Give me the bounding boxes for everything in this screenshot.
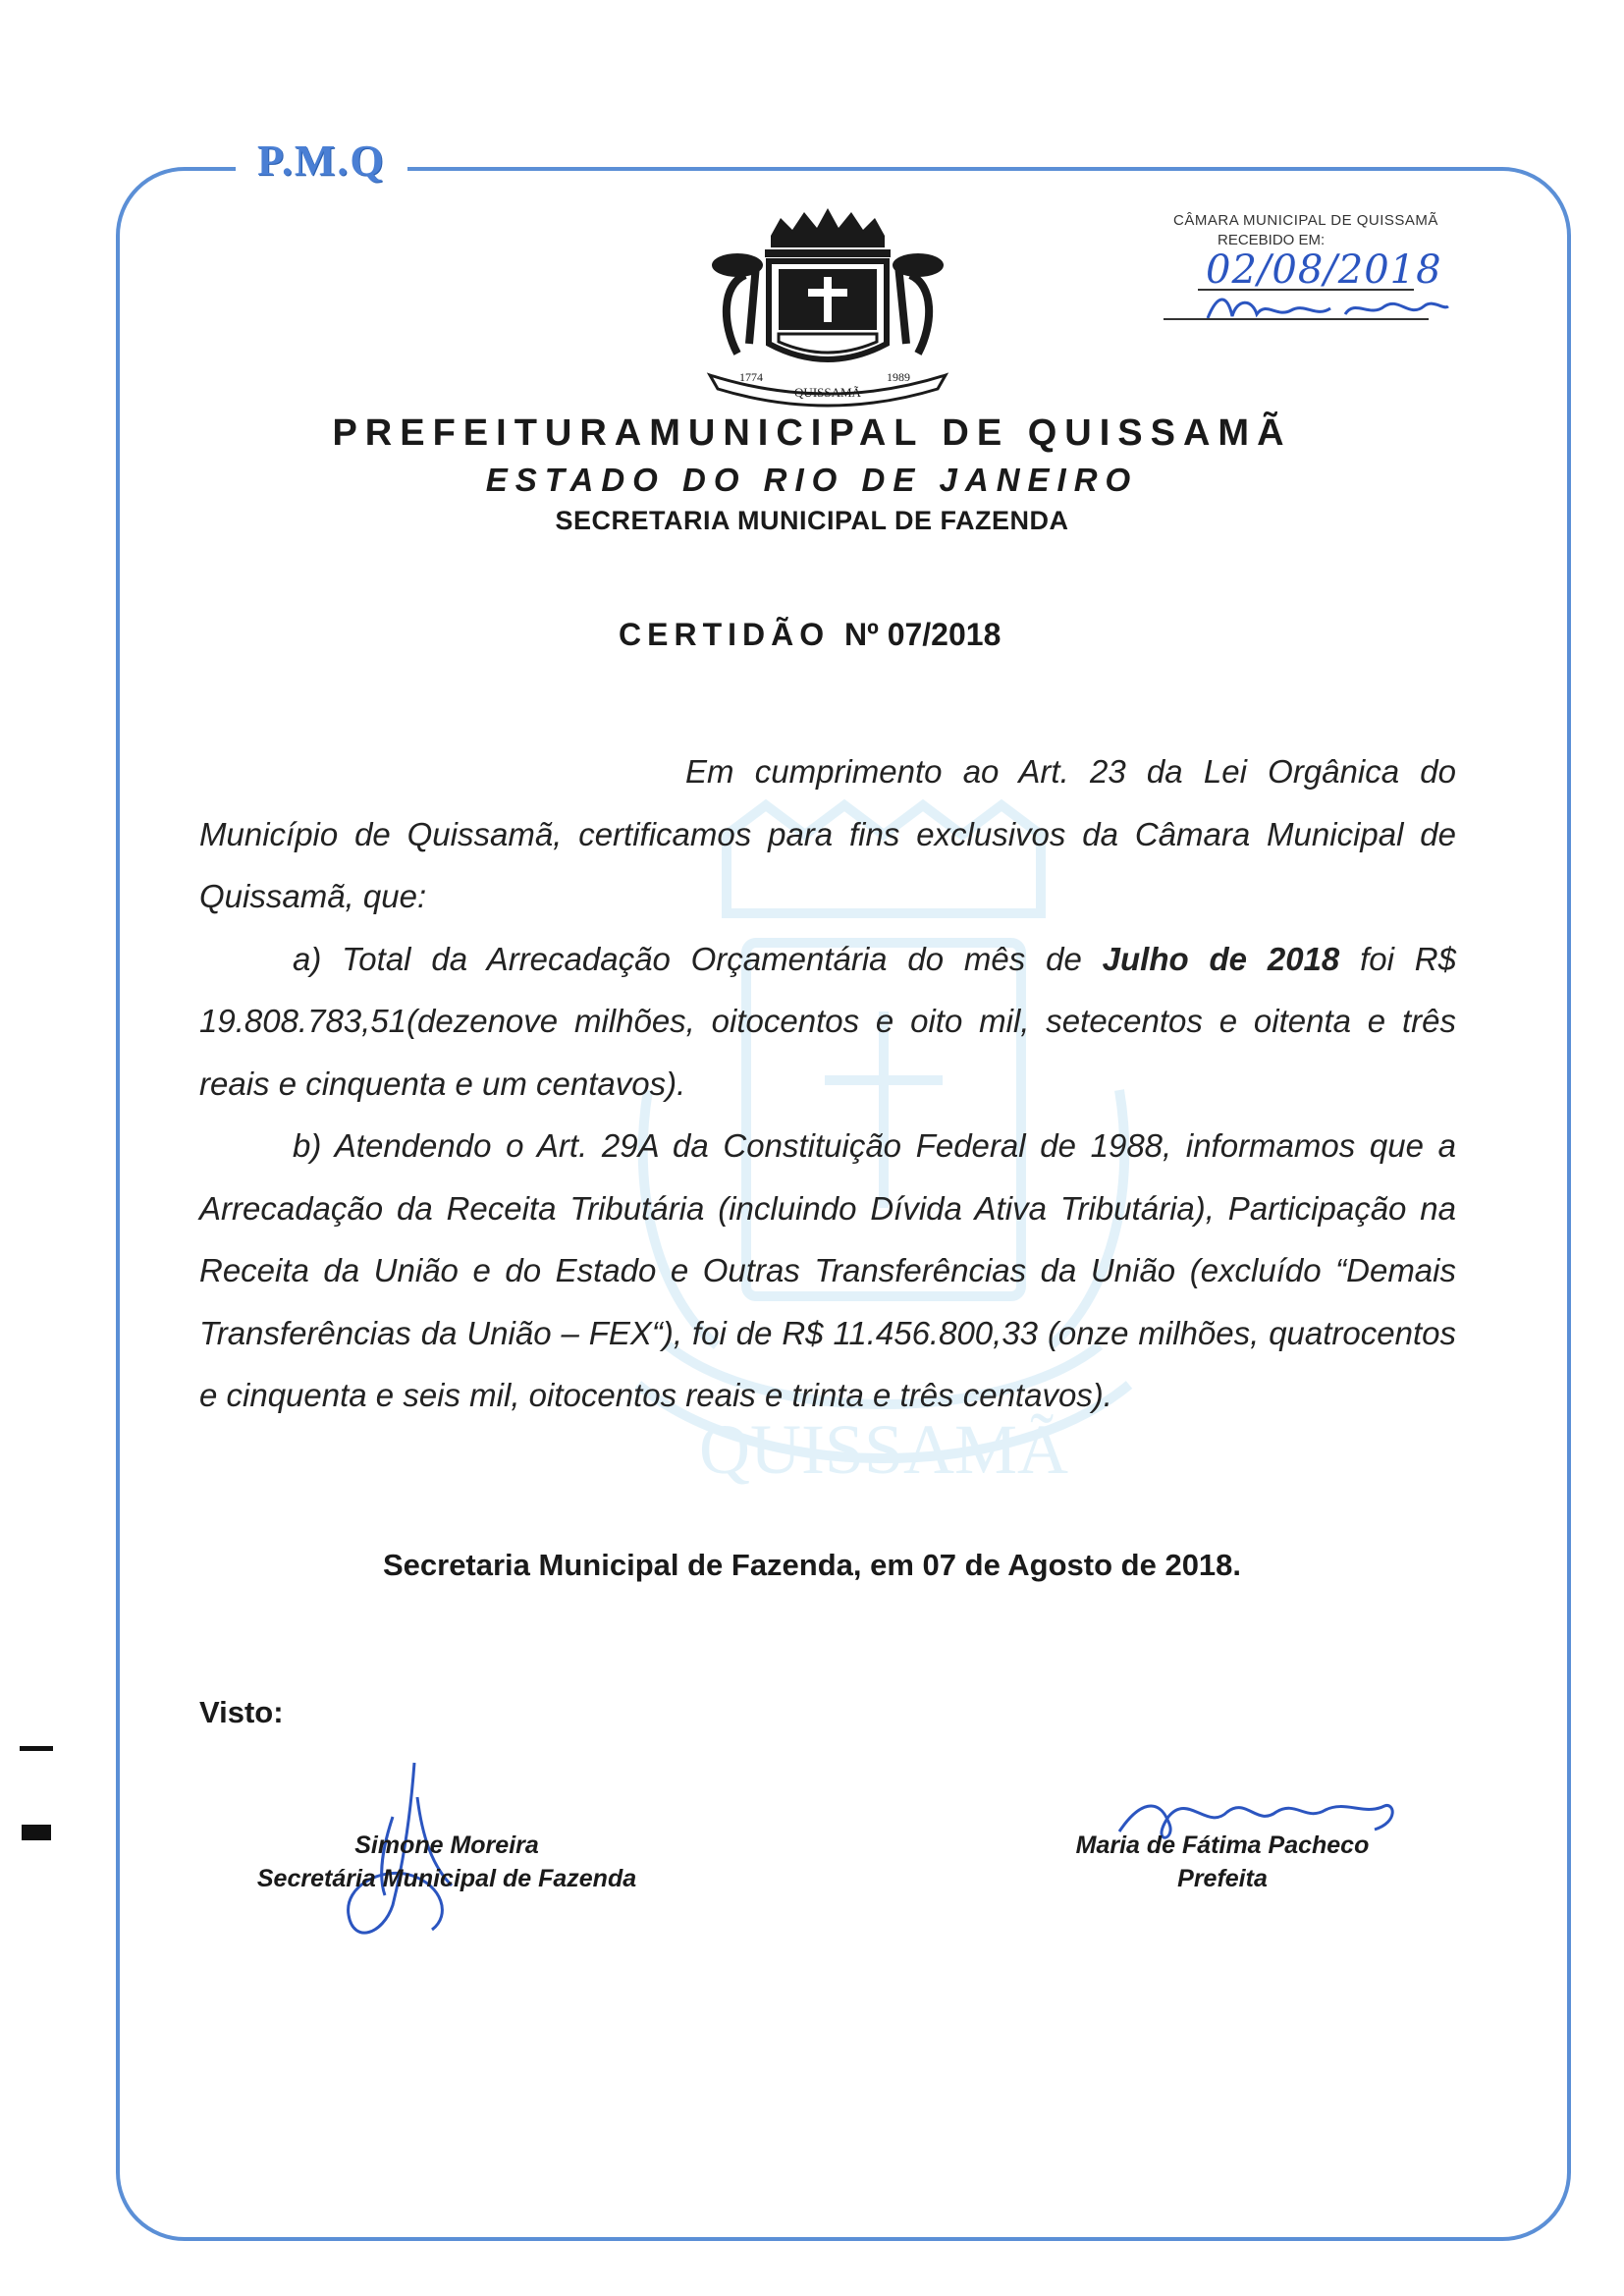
- crest-year-right: 1989: [887, 370, 910, 384]
- stamp-received-label: RECEBIDO EM:: [1218, 232, 1326, 248]
- department-name: SECRETARIA MUNICIPAL DE FAZENDA: [555, 506, 1069, 535]
- mayor-name: Maria de Fátima Pacheco: [1075, 1831, 1370, 1859]
- intro-paragraph: Em cumprimento ao Art. 23 da Lei Orgânica do Município de Quissamã, certificamos para fins exclusivos da Câmara Municipal de Quissamã, que:: [199, 753, 1456, 914]
- received-stamp: [1159, 208, 1453, 326]
- secretary-name: Simone Moreira: [354, 1831, 539, 1859]
- item-b-paragraph: b) Atendendo o Art. 29A da Constituição Federal de 1988, informamos que a Arrecadação da Receita Tributária (incluindo Dívida Ativa Tributária), Participação na Receita da União e do Estado e Outras Transferências da União (excluído “Demais Transferências da União – FEX“), foi de R$ 11.456.800,33 (onze milhões, quatrocentos e cinquenta e seis mil, oitocentos reais e trinta e três centavos).: [199, 1127, 1456, 1413]
- place-and-date: Secretaria Municipal de Fazenda, em 07 de Agosto de 2018.: [382, 1548, 1242, 1582]
- scan-mark: [22, 1825, 51, 1840]
- state-subtitle: ESTADO DO RIO DE JANEIRO: [485, 462, 1139, 498]
- stamp-date: 02/08/2018: [1206, 247, 1442, 293]
- municipal-crest: [702, 206, 952, 408]
- page-title: PREFEITURAMUNICIPAL DE QUISSAMÃ: [332, 412, 1292, 454]
- certificate-number: Nº 07/2018: [844, 617, 1001, 652]
- watermark-label: QUISSAMÃ: [698, 1410, 1069, 1489]
- visto-label: Visto:: [199, 1695, 284, 1729]
- signature-block-mayor: [972, 1829, 1473, 1895]
- stamp-chamber-name: CÂMARA MUNICIPAL DE QUISSAMÃ: [1173, 212, 1438, 229]
- stamp-signature-rule: [1164, 318, 1429, 320]
- secretary-title: Secretária Municipal de Fazenda: [256, 1865, 637, 1892]
- mayor-title: Prefeita: [1177, 1865, 1268, 1892]
- signature-block-secretary: [196, 1829, 697, 1895]
- item-a-paragraph: [199, 928, 1456, 1116]
- certificate-heading: [619, 617, 1001, 653]
- crest-year-left: 1774: [739, 370, 763, 384]
- certificate-body: [199, 740, 1456, 1427]
- certificate-label: CERTIDÃO: [619, 617, 831, 652]
- item-a-text-end: foi R$ 19.808.783,51(dezenove milhões, oitocentos e oito mil, setecentos e oitenta e três reais e cinquenta e um centavos).: [199, 940, 1456, 1102]
- item-a-text-start: a) Total da Arrecadação Orçamentária do mês de: [293, 940, 1103, 977]
- crest-banner: QUISSAMÃ: [794, 385, 861, 400]
- item-a-month: Julho de 2018: [1102, 940, 1340, 977]
- stamp-signature: [1198, 289, 1453, 328]
- scan-mark: [20, 1746, 53, 1751]
- pmq-badge: P.M.Q: [236, 136, 407, 186]
